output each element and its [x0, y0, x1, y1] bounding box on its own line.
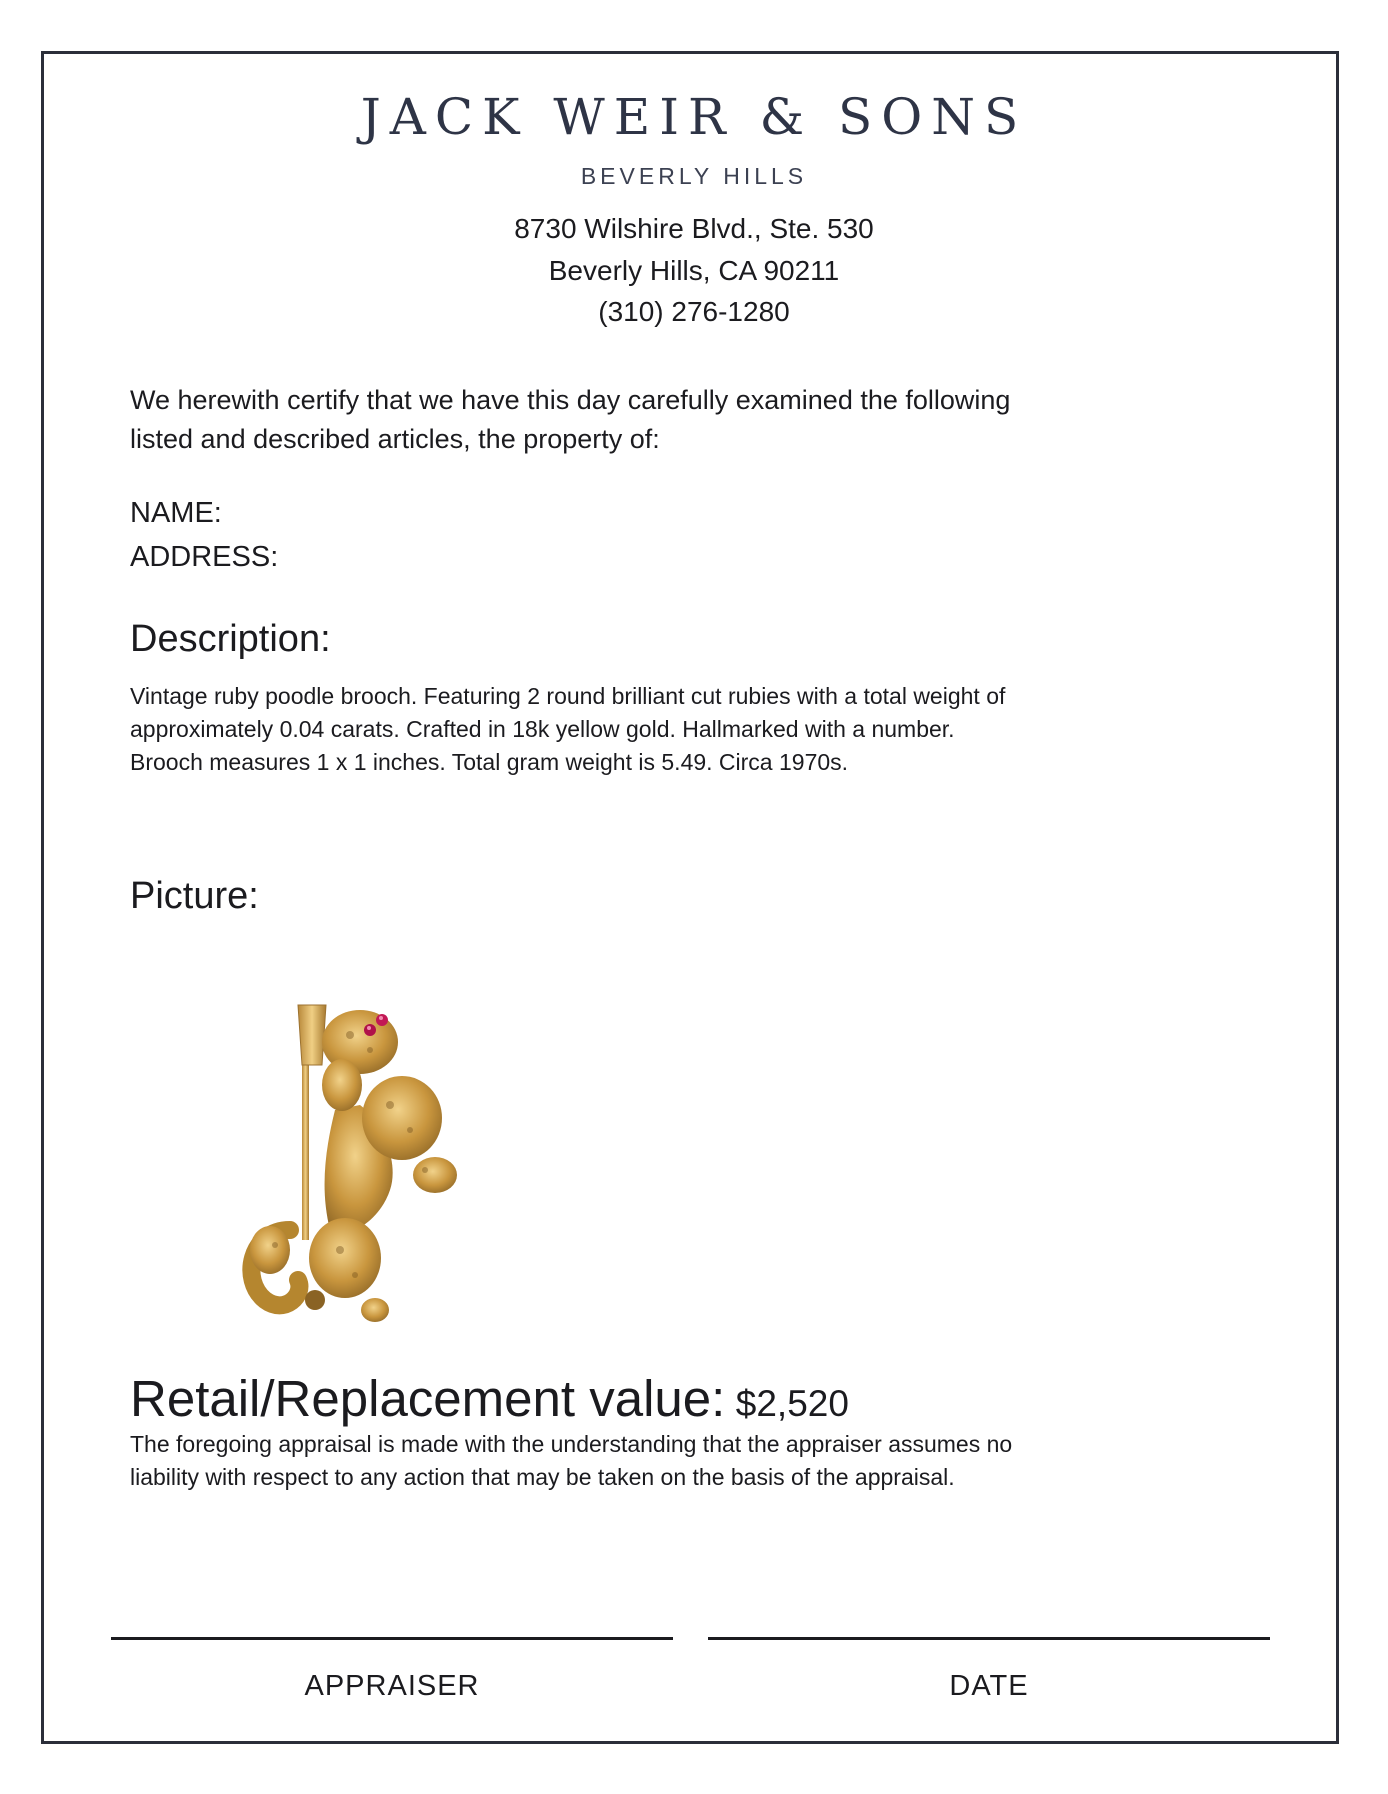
date-label: DATE: [949, 1670, 1029, 1702]
certification-statement: [130, 381, 1265, 459]
phone-number: (310) 276-1280: [598, 296, 790, 327]
disclaimer-line-2: liability with respect to any action that may be taken on the basis of the appraisal.: [130, 1464, 955, 1490]
appraiser-signature-line: [111, 1637, 673, 1640]
description-text: [130, 680, 1270, 779]
disclaimer-line-1: The foregoing appraisal is made with the understanding that the appraiser assumes no: [130, 1431, 1013, 1457]
date-signature-line: [708, 1637, 1270, 1640]
certification-line-2: listed and described articles, the property of:: [130, 424, 660, 454]
brand-location: BEVERLY HILLS: [580, 163, 808, 189]
description-line-1: Vintage ruby poodle brooch. Featuring 2 round brilliant cut rubies with a total weight of: [130, 683, 1006, 709]
value-amount: $2,520: [735, 1383, 849, 1424]
value-label: Retail/Replacement value:: [130, 1370, 726, 1427]
description-heading: Description:: [130, 618, 331, 660]
certification-line-1: We herewith certify that we have this day carefully examined the following: [130, 385, 1011, 415]
name-label: NAME:: [130, 497, 222, 529]
address-line-2: Beverly Hills, CA 90211: [548, 255, 840, 286]
picture-heading: Picture:: [130, 875, 259, 917]
brand-name: JACK WEIR & SONS: [360, 88, 1028, 146]
poodle-brooch-photo: [230, 990, 510, 1340]
replacement-value: [130, 1370, 849, 1427]
appraiser-label: APPRAISER: [304, 1670, 480, 1702]
address-line-1: 8730 Wilshire Blvd., Ste. 530: [514, 213, 874, 244]
disclaimer: [130, 1428, 1270, 1494]
description-line-3: Brooch measures 1 x 1 inches. Total gram weight is 5.49. Circa 1970s.: [130, 749, 849, 775]
description-line-2: approximately 0.04 carats. Crafted in 18k yellow gold. Hallmarked with a number.: [130, 716, 955, 742]
address-label: ADDRESS:: [130, 541, 279, 573]
